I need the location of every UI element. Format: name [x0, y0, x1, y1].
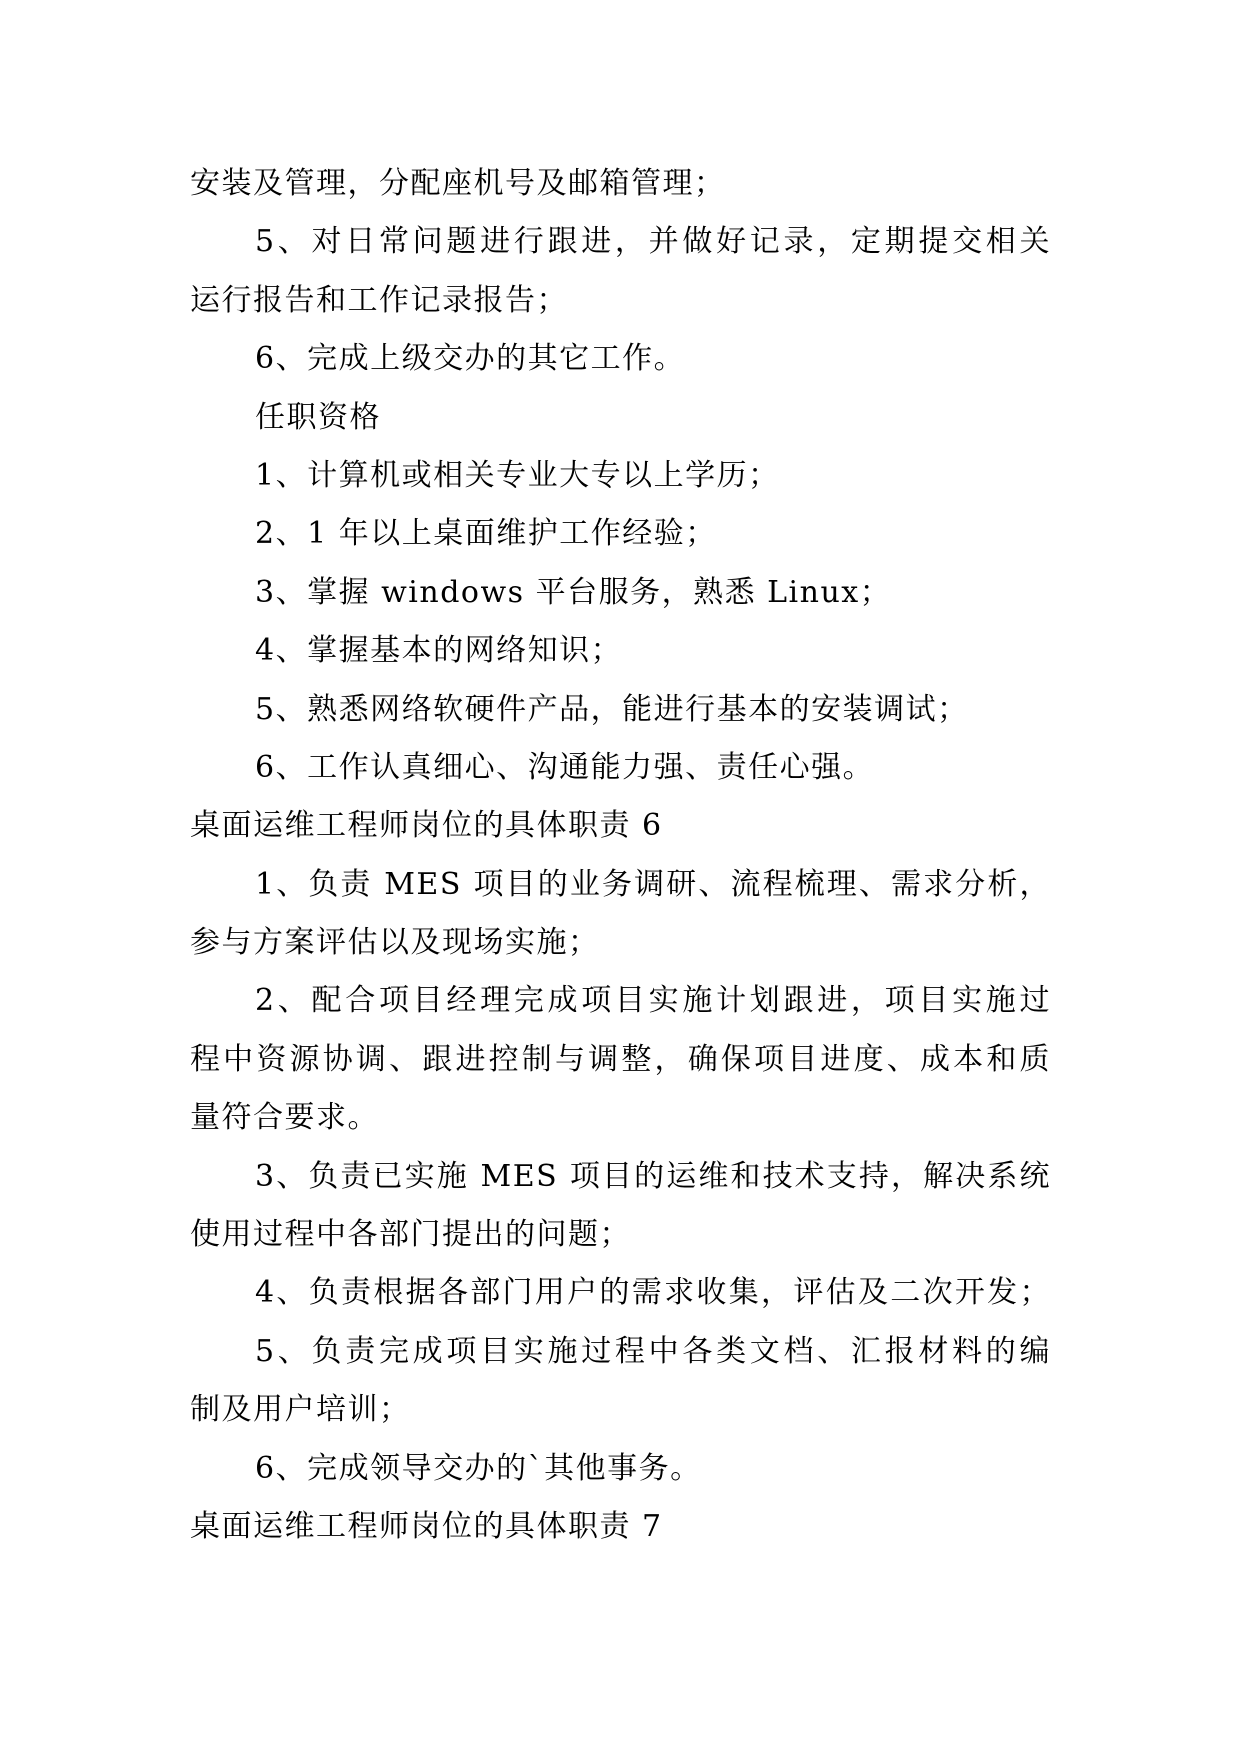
duty-item-6-line-1: 6、完成上级交办的其它工作。 — [255, 341, 686, 377]
qualification-item-5: 5、熟悉网络软硬件产品，能进行基本的安装调试； — [255, 691, 969, 727]
qualification-item-6: 6、工作认真细心、沟通能力强、责任心强。 — [255, 749, 875, 785]
section-6-item-5-line-1: 5、负责完成项目实施过程中各类文档、汇报材料的编 — [255, 1333, 1051, 1369]
qualification-item-2: 2、1 年以上桌面维护工作经验； — [255, 516, 717, 552]
qualifications-heading: 任职资格 — [255, 399, 381, 435]
duty-item-5-line-2: 运行报告和工作记录报告； — [190, 282, 568, 318]
section-6-item-5-line-2: 制及用户培训； — [190, 1392, 411, 1428]
section-6-item-2-line-2: 程中资源协调、跟进控制与调整，确保项目进度、成本和质 — [190, 1041, 1051, 1077]
qualification-item-1: 1、计算机或相关专业大专以上学历； — [255, 457, 780, 493]
section-6-item-1-line-2: 参与方案评估以及现场实施； — [190, 925, 600, 961]
section-6-item-6-line-1: 6、完成领导交办的`其他事务。 — [255, 1450, 702, 1486]
section-7-title: 桌面运维工程师岗位的具体职责 7 — [190, 1508, 663, 1544]
section-6-item-1-line-1: 1、负责 MES 项目的业务调研、流程梳理、需求分析， — [255, 866, 1051, 902]
section-6-item-3-line-1: 3、负责已实施 MES 项目的运维和技术支持，解决系统 — [255, 1158, 1051, 1194]
section-6-item-3-line-2: 使用过程中各部门提出的问题； — [190, 1217, 631, 1253]
section-6-item-2-line-1: 2、配合项目经理完成项目实施计划跟进，项目实施过 — [255, 983, 1051, 1019]
qualification-item-4: 4、掌握基本的网络知识； — [255, 633, 623, 669]
paragraph-continuation-line: 安装及管理，分配座机号及邮箱管理； — [190, 166, 726, 201]
qualification-item-3: 3、掌握 windows 平台服务，熟悉 Linux； — [255, 574, 892, 610]
duty-item-5-line-1: 5、对日常问题进行跟进，并做好记录，定期提交相关 — [255, 224, 1051, 260]
document-body — [190, 155, 1051, 1556]
section-6-title: 桌面运维工程师岗位的具体职责 6 — [190, 808, 663, 844]
section-6-item-2-line-3: 量符合要求。 — [190, 1100, 379, 1136]
section-6-item-4-line-1: 4、负责根据各部门用户的需求收集，评估及二次开发； — [255, 1275, 1051, 1311]
